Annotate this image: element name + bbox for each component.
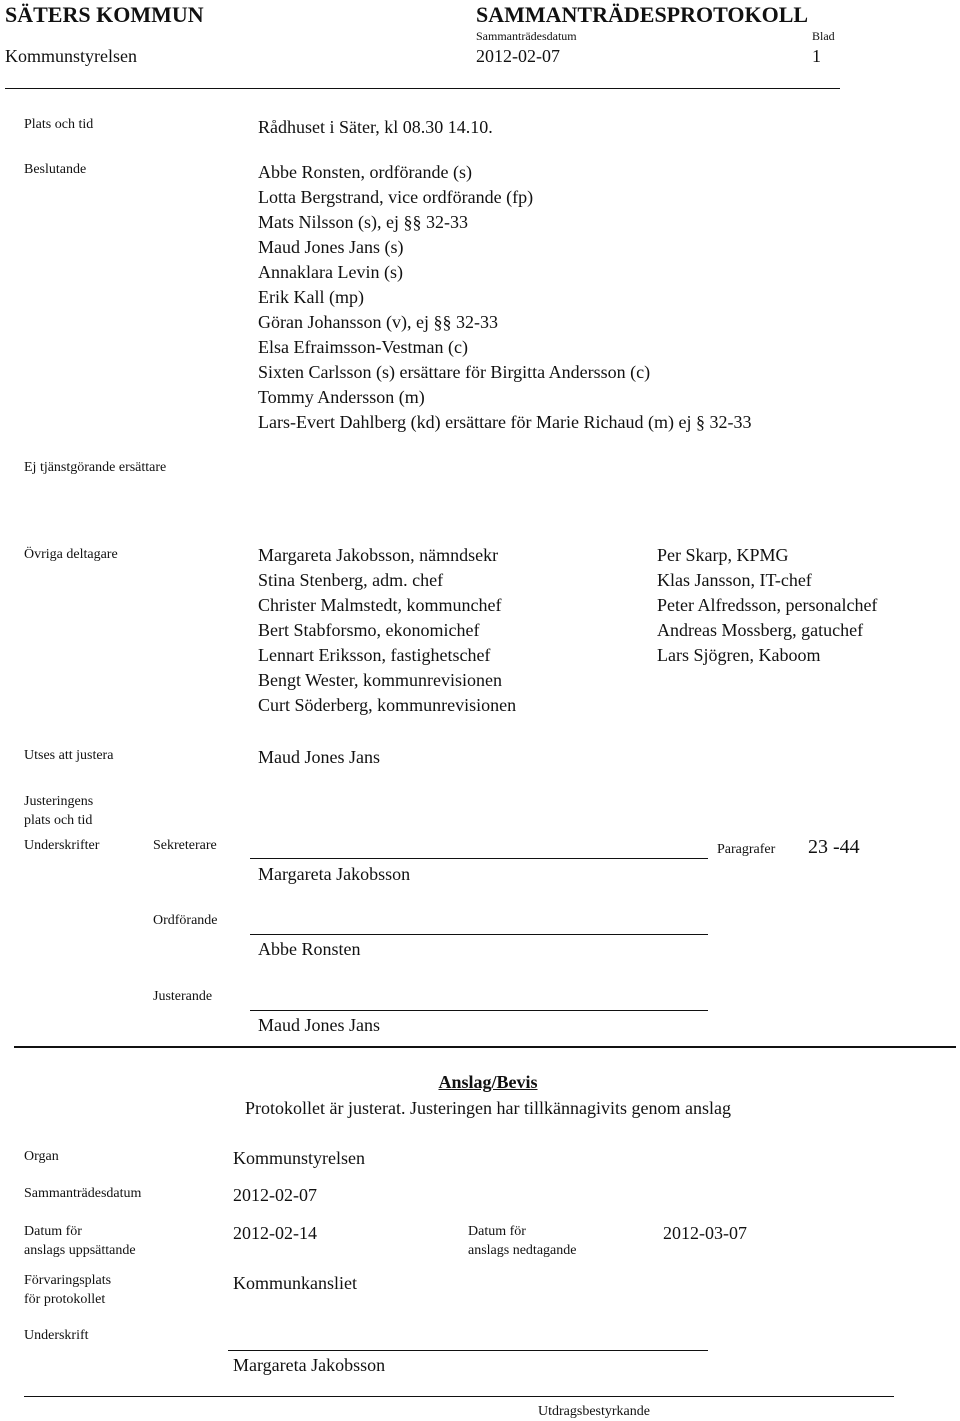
place-value: Rådhuset i Säter, kl 08.30 14.10. bbox=[258, 117, 493, 137]
place-label: Plats och tid bbox=[24, 117, 94, 132]
page-number: 1 bbox=[812, 46, 821, 66]
meeting-date: 2012-02-07 bbox=[476, 46, 560, 66]
participant: Stina Stenberg, adm. chef bbox=[258, 570, 444, 590]
signatures-label: Underskrifter bbox=[24, 838, 100, 853]
header-divider bbox=[5, 88, 840, 89]
adjust-place-label-1: Justeringens bbox=[24, 794, 94, 809]
deciding-label: Beslutande bbox=[24, 162, 87, 177]
removed-label-1: Datum för bbox=[468, 1224, 526, 1239]
chair-label: Ordförande bbox=[153, 913, 218, 928]
participant: Christer Malmstedt, kommunchef bbox=[258, 595, 502, 615]
participant: Bengt Wester, kommunrevisionen bbox=[258, 670, 502, 690]
others-left-list bbox=[258, 543, 516, 718]
others-right-list bbox=[657, 543, 877, 668]
notice-text: Protokollet är justerat. Justeringen har tillkännagivits genom anslag bbox=[245, 1098, 731, 1118]
deciding-member: Abbe Ronsten, ordförande (s) bbox=[258, 162, 472, 182]
secretary-label: Sekreterare bbox=[153, 838, 217, 853]
paragraphs-value: 23 -44 bbox=[808, 836, 860, 858]
deciding-member: Mats Nilsson (s), ej §§ 32-33 bbox=[258, 212, 468, 232]
participant: Margareta Jakobsson, nämndsekr bbox=[258, 545, 499, 565]
organ-value: Kommunstyrelsen bbox=[233, 1148, 365, 1168]
storage-value: Kommunkansliet bbox=[233, 1273, 357, 1293]
notice-divider bbox=[14, 1046, 956, 1048]
deciding-member: Göran Johansson (v), ej §§ 32-33 bbox=[258, 312, 498, 332]
participant: Bert Stabforsmo, ekonomichef bbox=[258, 620, 480, 640]
committee-name: Kommunstyrelsen bbox=[5, 46, 137, 66]
secretary-name: Margareta Jakobsson bbox=[258, 864, 411, 884]
adjuster-sign-name: Maud Jones Jans bbox=[258, 1015, 380, 1035]
storage-label-2: för protokollet bbox=[24, 1292, 106, 1307]
posted-label-1: Datum för bbox=[24, 1224, 82, 1239]
deciding-member: Elsa Efraimsson-Vestman (c) bbox=[258, 337, 468, 357]
others-label: Övriga deltagare bbox=[24, 547, 118, 562]
participant: Per Skarp, KPMG bbox=[657, 545, 789, 565]
deciding-member: Tommy Andersson (m) bbox=[258, 387, 425, 407]
adjuster-signature-line bbox=[250, 1010, 708, 1011]
deciding-member: Lars-Evert Dahlberg (kd) ersättare för Marie Richaud (m) ej § 32-33 bbox=[258, 412, 752, 432]
participant: Curt Söderberg, kommunrevisionen bbox=[258, 695, 517, 715]
adjuster-name: Maud Jones Jans bbox=[258, 747, 380, 767]
deciding-member: Annaklara Levin (s) bbox=[258, 262, 403, 282]
participant: Andreas Mossberg, gatuchef bbox=[657, 620, 864, 640]
page-label: Blad bbox=[812, 29, 835, 43]
footer-line bbox=[24, 1396, 894, 1397]
participant: Lars Sjögren, Kaboom bbox=[657, 645, 821, 665]
deciding-member: Sixten Carlsson (s) ersättare för Birgitta Andersson (c) bbox=[258, 362, 651, 382]
paragraphs-label: Paragrafer bbox=[717, 842, 776, 857]
signature-name: Margareta Jakobsson bbox=[233, 1355, 386, 1375]
posted-date: 2012-02-14 bbox=[233, 1223, 317, 1243]
participant: Klas Jansson, IT-chef bbox=[657, 570, 812, 590]
deciding-member: Maud Jones Jans (s) bbox=[258, 237, 404, 257]
secretary-signature-line bbox=[250, 858, 708, 859]
signature-label: Underskrift bbox=[24, 1328, 89, 1343]
adjuster-sign-label: Justerande bbox=[153, 989, 213, 1004]
storage-label-1: Förvaringsplats bbox=[24, 1273, 112, 1288]
certified-label: Utdragsbestyrkande bbox=[538, 1404, 650, 1419]
adjust-label: Utses att justera bbox=[24, 748, 114, 763]
removed-date: 2012-03-07 bbox=[663, 1223, 747, 1243]
participant: Peter Alfredsson, personalchef bbox=[657, 595, 878, 615]
org-name: SÄTERS KOMMUN bbox=[5, 2, 204, 27]
adjust-place-label-2: plats och tid bbox=[24, 813, 93, 828]
deciding-member: Lotta Bergstrand, vice ordförande (fp) bbox=[258, 187, 534, 207]
posted-label-2: anslags uppsättande bbox=[24, 1243, 136, 1258]
organ-label: Organ bbox=[24, 1149, 59, 1164]
substitutes-label: Ej tjänstgörande ersättare bbox=[24, 460, 167, 475]
chair-signature-line bbox=[250, 934, 708, 935]
notice-date-label: Sammanträdesdatum bbox=[24, 1186, 142, 1201]
removed-label-2: anslags nedtagande bbox=[468, 1243, 577, 1258]
notice-title: Anslag/Bevis bbox=[438, 1072, 538, 1092]
notice-signature-line bbox=[228, 1350, 708, 1351]
deciding-member: Erik Kall (mp) bbox=[258, 287, 364, 307]
meeting-date-label: Sammanträdesdatum bbox=[476, 29, 577, 43]
participant: Lennart Eriksson, fastighetschef bbox=[258, 645, 491, 665]
notice-date-value: 2012-02-07 bbox=[233, 1185, 317, 1205]
chair-name: Abbe Ronsten bbox=[258, 939, 361, 959]
document-title: SAMMANTRÄDESPROTOKOLL bbox=[476, 2, 809, 27]
deciding-list bbox=[258, 160, 751, 435]
